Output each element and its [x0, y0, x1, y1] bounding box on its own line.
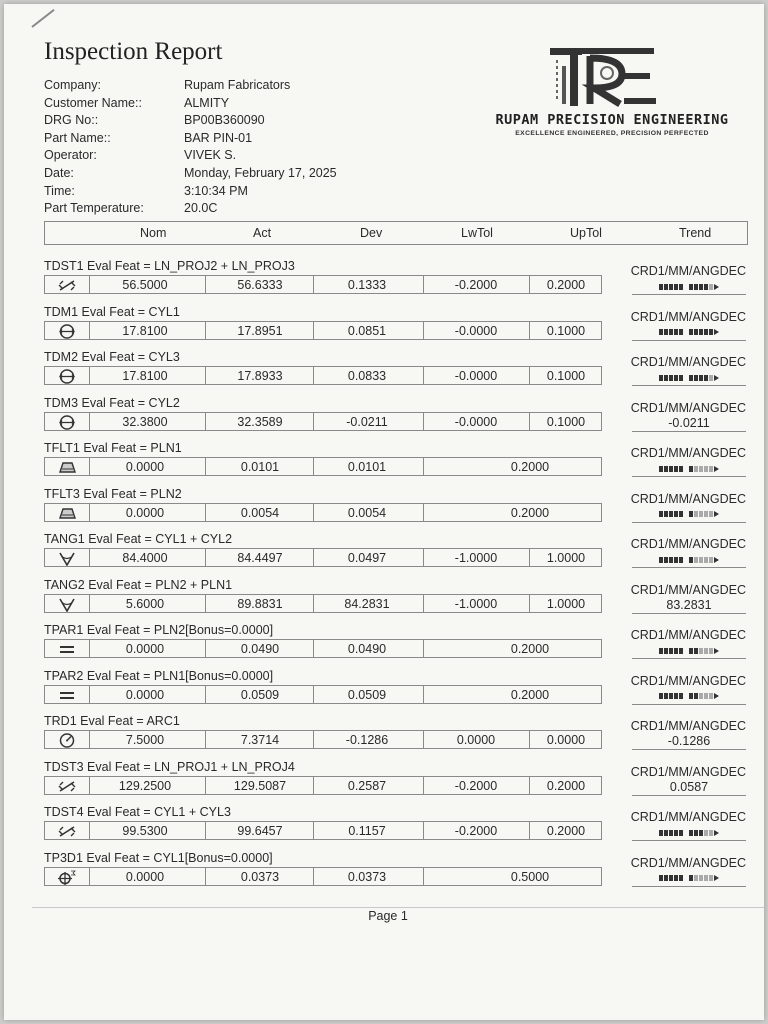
- trend-cell: [632, 415, 746, 432]
- tol-value: 0.5000: [510, 869, 550, 884]
- act-value: 7.3714: [240, 733, 280, 747]
- nom-value: 0.0000: [125, 687, 165, 702]
- measurement-entry: [44, 850, 748, 896]
- nom-value: 5.6000: [125, 596, 165, 611]
- entry-unit: CRD1/MM/ANGDEC: [630, 309, 746, 324]
- trend-bar: [659, 689, 719, 703]
- col-uptol: UpTol: [570, 226, 602, 240]
- nom-value: 0.0000: [125, 869, 165, 884]
- act-value: 17.8951: [237, 323, 283, 338]
- entry-title: TANG1 Eval Feat = CYL1 + CYL2: [44, 532, 233, 546]
- measurement-entry: [44, 440, 748, 486]
- entry-unit: CRD1/MM/ANGDEC: [630, 810, 746, 824]
- lwtol-value: -0.2000: [454, 278, 498, 292]
- lwtol-value: -1.0000: [454, 551, 498, 565]
- entry-values-row: [44, 730, 602, 749]
- col-dev: Dev: [360, 226, 383, 240]
- company-logo: [480, 46, 744, 142]
- entry-title: TRD1 Eval Feat = ARC1: [44, 714, 180, 728]
- dev-value: 0.0851: [347, 323, 387, 338]
- measurement-entry: [44, 258, 748, 304]
- parallelism-icon: [45, 641, 89, 658]
- dev-value: 0.0509: [347, 687, 387, 702]
- trend-bar: [659, 325, 719, 339]
- act-value: 0.0054: [240, 505, 280, 520]
- uptol-value: 1.0000: [546, 551, 586, 565]
- entry-unit: CRD1/MM/ANGDEC: [630, 582, 746, 597]
- entry-unit: CRD1/MM/ANGDEC: [630, 400, 746, 415]
- nom-value: 129.2500: [118, 778, 172, 793]
- trend-cell: [632, 506, 746, 523]
- company-tagline: EXCELLENCE ENGINEERED, PRECISION PERFECTED: [515, 130, 709, 137]
- uptol-value: 0.1000: [546, 414, 586, 429]
- entry-title: TANG2 Eval Feat = PLN2 + PLN1: [44, 577, 233, 592]
- measurement-entry: [44, 713, 748, 759]
- act-value: 0.0490: [240, 642, 280, 656]
- report-page: Inspection Report Company: Rupam Fabricators Customer Name:: ALMITY DRG No:: BP00B360090 Part Name:: BAR PIN-01 Operator: VIVEK S. Date: Monday, February 17, 2025 Time: 3:10:34 PM Part Temperature: 20.0C RUPAM PRECISION ENGINEERING EXCELLENCE ENGINEERED, PRECISION PERFECTED Nom Act Dev LwTol UpTol Trend TDST1 Eval Feat = LN_PROJ2 + LN_PROJ3 CRD1/MM/ANGDEC 56.5000 56.6333 0.1333 -0.2000 0.2000 TDM1 Eval Feat = CYL1 CRD1/MM/ANGDEC 17.8100 17.8951 0.0851 -0.0000 0.1000 TDM2 Eval Feat = CYL3 CRD1/MM/ANGDEC 17.8100 17.8933 0.0833 -0.0000 0.1000 TDM3 Eval Feat = CYL2 CRD1/MM/ANGDEC 32.3800 32.3589 -0.0211 -0.0000 0.1000 -0.0211 TFLT1 Eval Feat = PLN1 CRD1/MM/ANGDEC 0.0000 0.0101 0.0101 0.2000 TFLT3 Eval Feat = PLN2 CRD1/MM/ANGDEC 0.0000 0.0054 0.0054 0.2000 TANG1 Eval Feat = CYL1 + CYL2 CRD1/MM/ANGDEC 84.4000 84.4497 0.0497 -1.0000 1.0000 TANG2 Eval Feat = PLN2 + PLN1 CRD1/MM/ANGDEC 5.6000 89.8831 84.2831 -1.0000 1.0000 83.2831 TPAR1 Eval Feat = PLN2[Bonus=0.0000] CRD1/MM/ANGDEC 0.0000 0.0490 0.0490 0.2000 TPAR2 Eval Feat = PLN1[Bonus=0.0000] CRD1/MM/ANGDEC 0.0000 0.0509 0.0509 0.2000 TRD1 Eval Feat = ARC1 CRD1/MM/ANGDEC 7.5000 7.3714 -0.1286 0.0000 0.0000 -0.1286 TDST3 Eval Feat = LN_PROJ1 + LN_PROJ4 CRD1/MM/ANGDEC 129.2500 129.5087 0.2587 -0.2000 0.2000 0.0587 TDST4 Eval Feat = CYL1 + CYL3 CRD1/MM/ANGDEC 99.5300 99.6457 0.1157 -0.2000 0.2000 TP3D1 Eval Feat = CYL1[Bonus=0.0000] CRD1/MM/ANGDEC 0.0000 0.0373 0.0373 0.5000 Page 1: [4, 4, 764, 1020]
- entry-values-row: [44, 776, 602, 795]
- page-number: Page 1: [368, 909, 408, 923]
- uptol-value: 0.1000: [546, 323, 586, 338]
- lwtol-value: -0.0000: [454, 369, 498, 383]
- entry-title: TFLT3 Eval Feat = PLN2: [44, 486, 182, 501]
- nom-value: 17.8100: [122, 323, 168, 338]
- angle-icon: [45, 550, 89, 567]
- entry-unit: CRD1/MM/ANGDEC: [630, 537, 746, 551]
- entry-values-row: [44, 821, 602, 840]
- dev-value: 0.1157: [348, 824, 386, 838]
- trend-cell: [632, 597, 746, 614]
- dev-value: 0.0490: [347, 642, 387, 656]
- act-value: 0.0509: [240, 687, 280, 702]
- measurement-entry: [44, 304, 748, 350]
- company-name: RUPAM PRECISION ENGINEERING: [495, 112, 729, 128]
- trend-bar: [659, 643, 719, 657]
- uptol-value: 0.1000: [546, 369, 586, 383]
- uptol-value: 0.0000: [546, 733, 586, 747]
- lwtol-value: -0.2000: [454, 824, 498, 838]
- measurement-entry: [44, 349, 748, 395]
- col-lwtol: LwTol: [461, 226, 493, 240]
- entry-values-row: [44, 457, 602, 476]
- entry-title: TDM3 Eval Feat = CYL2: [44, 395, 180, 410]
- diameter-icon: [45, 323, 89, 340]
- trend-bar: [659, 279, 719, 293]
- nom-value: 17.8100: [122, 369, 168, 383]
- entry-title: TDST3 Eval Feat = LN_PROJ1 + LN_PROJ4: [44, 759, 295, 774]
- entry-title: TDM2 Eval Feat = CYL3: [44, 350, 180, 364]
- uptol-value: 0.2000: [546, 778, 586, 793]
- measurement-entry: [44, 668, 748, 714]
- trend-cell: [632, 779, 746, 796]
- distance-icon: [45, 823, 89, 840]
- entry-unit: CRD1/MM/ANGDEC: [630, 628, 746, 642]
- lwtol-value: -0.0000: [454, 414, 498, 429]
- entry-unit: CRD1/MM/ANGDEC: [630, 719, 746, 733]
- report-title: Inspection Report: [44, 38, 223, 65]
- radius-icon: [45, 732, 89, 749]
- dev-value: 84.2831: [344, 596, 390, 611]
- entry-unit: CRD1/MM/ANGDEC: [630, 855, 746, 870]
- flatness-icon: [45, 459, 89, 476]
- measurement-entry: [44, 759, 748, 805]
- measurement-entry: [44, 577, 748, 623]
- trend-bar: [659, 871, 719, 885]
- entry-values-row: [44, 548, 602, 567]
- dev-value: 0.0054: [347, 505, 387, 520]
- uptol-value: 0.2000: [546, 278, 586, 292]
- parallelism-icon: [45, 687, 89, 704]
- dev-value: -0.1286: [345, 733, 389, 747]
- diameter-icon: [45, 368, 89, 385]
- entry-values-row: [44, 366, 602, 385]
- dev-value: 0.0373: [347, 869, 387, 884]
- measurement-entry: [44, 486, 748, 532]
- dev-value: -0.0211: [346, 414, 388, 429]
- act-value: 17.8933: [237, 369, 283, 383]
- lwtol-value: -0.2000: [454, 778, 498, 793]
- trend-value: -0.0211: [668, 415, 710, 430]
- distance-icon: [45, 277, 89, 294]
- act-value: 56.6333: [237, 278, 283, 292]
- tol-value: 0.2000: [510, 505, 550, 520]
- lwtol-value: 0.0000: [456, 733, 496, 747]
- lwtol-value: -1.0000: [454, 596, 498, 611]
- entry-values-row: [44, 639, 602, 658]
- trend-cell: [632, 733, 746, 750]
- trend-cell: [632, 460, 746, 477]
- trend-cell: [632, 324, 746, 341]
- uptol-value: 0.2000: [546, 824, 586, 838]
- act-value: 99.6457: [237, 824, 283, 838]
- entry-unit: CRD1/MM/ANGDEC: [630, 446, 746, 460]
- footer-divider: [32, 907, 764, 908]
- act-value: 89.8831: [237, 596, 283, 611]
- diameter-icon: [45, 414, 89, 431]
- entry-title: TP3D1 Eval Feat = CYL1[Bonus=0.0000]: [44, 850, 273, 865]
- trend-bar: [659, 461, 719, 475]
- uptol-value: 1.0000: [546, 596, 586, 611]
- entry-unit: CRD1/MM/ANGDEC: [630, 491, 746, 506]
- nom-value: 0.0000: [125, 642, 165, 656]
- entry-values-row: [44, 321, 602, 340]
- col-act: Act: [253, 226, 272, 240]
- trend-cell: [632, 688, 746, 705]
- trend-cell: [632, 369, 746, 386]
- act-value: 32.3589: [237, 414, 283, 429]
- entry-unit: CRD1/MM/ANGDEC: [630, 264, 746, 278]
- entry-title: TFLT1 Eval Feat = PLN1: [44, 441, 182, 455]
- entry-values-row: [44, 503, 602, 522]
- entry-title: TPAR2 Eval Feat = PLN1[Bonus=0.0000]: [44, 668, 274, 683]
- trend-cell: [632, 870, 746, 887]
- entry-values-row: [44, 594, 602, 613]
- entry-values-row: [44, 275, 602, 294]
- trend-cell: [632, 551, 746, 568]
- tol-value: 0.2000: [510, 460, 550, 474]
- act-value: 0.0373: [240, 869, 280, 884]
- nom-value: 32.3800: [122, 414, 168, 429]
- dev-value: 0.0101: [347, 460, 387, 474]
- nom-value: 56.5000: [122, 278, 168, 292]
- measurement-entry: [44, 531, 748, 577]
- entry-unit: CRD1/MM/ANGDEC: [630, 673, 746, 688]
- angle-icon: [45, 596, 89, 613]
- trend-cell: [632, 824, 746, 841]
- nom-value: 0.0000: [125, 460, 165, 474]
- trend-bar: [659, 825, 719, 839]
- dev-value: 0.1333: [347, 278, 387, 292]
- entry-title: TPAR1 Eval Feat = PLN2[Bonus=0.0000]: [44, 623, 274, 637]
- col-nom: Nom: [140, 226, 167, 240]
- entry-title: TDST1 Eval Feat = LN_PROJ2 + LN_PROJ3: [44, 259, 295, 273]
- lwtol-value: -0.0000: [454, 323, 498, 338]
- nom-value: 0.0000: [125, 505, 165, 520]
- entry-unit: CRD1/MM/ANGDEC: [630, 355, 746, 369]
- act-value: 129.5087: [233, 778, 287, 793]
- entry-values-row: [44, 685, 602, 704]
- entry-unit: CRD1/MM/ANGDEC: [630, 764, 746, 779]
- tol-value: 0.2000: [510, 642, 550, 656]
- column-header: [44, 221, 748, 245]
- entry-values-row: [44, 412, 602, 431]
- trend-bar: [659, 370, 719, 384]
- entry-title: TDM1 Eval Feat = CYL1: [44, 304, 180, 319]
- trend-cell: [632, 278, 746, 295]
- measurement-list: [44, 258, 748, 895]
- corner-mark: [31, 9, 54, 28]
- measurement-entry: [44, 622, 748, 668]
- true-position-3d-icon: [45, 869, 89, 886]
- entry-values-row: [44, 867, 602, 886]
- trend-bar: [659, 552, 719, 566]
- nom-value: 7.5000: [125, 733, 165, 747]
- dev-value: 0.0497: [347, 551, 387, 565]
- rpe-monogram-logo: [550, 46, 660, 108]
- measurement-entry: [44, 395, 748, 441]
- trend-bar: [659, 507, 719, 521]
- trend-cell: [632, 642, 746, 659]
- measurement-entry: [44, 804, 748, 850]
- col-trend: Trend: [679, 226, 712, 240]
- tol-value: 0.2000: [510, 687, 550, 702]
- trend-value: 83.2831: [666, 597, 712, 612]
- trend-value: 0.0587: [669, 779, 709, 794]
- dev-value: 0.0833: [347, 369, 387, 383]
- act-value: 84.4497: [237, 551, 283, 565]
- act-value: 0.0101: [240, 460, 280, 474]
- nom-value: 99.5300: [122, 824, 168, 838]
- flatness-icon: [45, 505, 89, 522]
- dev-value: 0.2587: [347, 778, 387, 793]
- trend-value: -0.1286: [667, 734, 711, 748]
- nom-value: 84.4000: [122, 551, 168, 565]
- entry-title: TDST4 Eval Feat = CYL1 + CYL3: [44, 805, 231, 819]
- distance-icon: [45, 778, 89, 795]
